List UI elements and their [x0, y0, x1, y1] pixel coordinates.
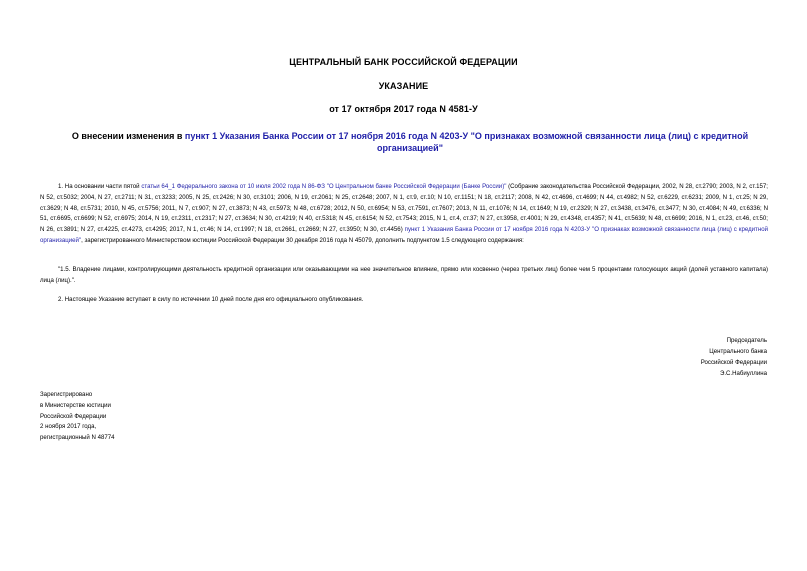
- registration-date: 2 ноября 2017 года,: [40, 423, 97, 431]
- signature-block: [701, 335, 767, 379]
- title-link[interactable]: пункт 1 Указания Банка России от 17 ноября 2016 года N 4203-У "О признаках возможной связанности лица (лиц) с кредитной организацией": [184, 131, 749, 153]
- federal-law-link[interactable]: статьи 64_1 Федерального закона от 10 июля 2002 года N 86-ФЗ "О Центральном банке Российской Федерации (Банке России)": [141, 183, 507, 190]
- registration-block: [40, 390, 115, 444]
- paragraph-1: [40, 182, 768, 247]
- registration-line-3: Российской Федерации: [40, 412, 107, 420]
- registration-line-2: в Министерстве юстиции: [40, 401, 111, 409]
- signatory-name: Э.С.Набиуллина: [719, 370, 767, 377]
- quoted-subparagraph: "1.5. Владение лицами, контролирующими деятельность кредитной организации или оказывающими на нее значительное влияние, прямо или косвенно (через третьих лиц) более чем 5 процентами голосующих акций (долей уставного капитала) лица (лиц).".: [40, 266, 768, 284]
- paragraph-2: 2. Настоящее Указание вступает в силу по истечении 10 дней после дня его официального опубликования.: [58, 296, 364, 303]
- paragraph-1-text-c: , зарегистрированного Министерством юстиции Российской Федерации 30 декабря 2016 года N 45079, дополнить подпунктом 1.5 следующего содержания:: [81, 236, 524, 244]
- title-prefix: О внесении изменения в: [71, 131, 185, 141]
- document-date-number: от 17 октября 2017 года N 4581-У: [329, 104, 478, 114]
- instruction-link[interactable]: пункт 1 Указания Банка России от 17 ноября 2016 года N 4203-У "О признаках возможной связанности лица (лиц) с кредитной организацией": [40, 226, 768, 244]
- signature-line-1: Председатель: [726, 337, 767, 344]
- issuer-heading: ЦЕНТРАЛЬНЫЙ БАНК РОССИЙСКОЙ ФЕДЕРАЦИИ: [289, 57, 518, 67]
- registration-line-1: Зарегистрировано: [40, 391, 93, 398]
- signature-line-3: Российской Федерации: [700, 359, 767, 366]
- document-type-heading: УКАЗАНИЕ: [378, 81, 429, 91]
- paragraph-1-text-b: (Собрание законодательства Российской Федерации, 2002, N 28, ст.2790; 2003, N 2, ст.157; N 52, ст.5032; 2004, N 27, ст.2711; N 31, ст.3233; 2005, N 25, ст.2426; N 30, ст.3101; 2006, N 19, ст.2061; N 25, ст.2648; 2007, N 1, ст.9, ст.10; N 10, ст.1151; N 18, ст.2117; 2008, N 42, ст.4696, ст.4699; N 44, ст.4982; N 52, ст.6229, ст.6231; 2009, N 1, ст.25; N 29, ст.3629; N 48, ст.5731; 2010, N 45, ст.5756; 2011, N 7, ст.907; N 27, ст.3873; N 43, ст.5973; N 48, ст.6728; 2012, N 50, ст.6954; N 53, ст.7591, ст.7607; 2013, N 11, ст.1076; N 14, ст.1649; N 19, ст.2329; N 27, ст.3438, ст.3476, ст.3477; N 30, ст.4084; N 49, ст.6336; N 51, ст.6695, ст.6699; N 52, ст.6975; 2014, N 19, ст.2311, ст.2317; N 27, ст.3634; N 30, ст.4219; N 40, ст.5318; N 45, ст.6154; N 52, ст.7543; 2015, N 1, ст.4, ст.37; N 27, ст.3958, ст.4001; N 29, ст.4348, ст.4357; N 41, ст.5639; N 48, ст.6699; 2016, N 1, ст.23, ст.46, ст.50; N 26, ст.3891; N 27, ст.4225, ст.4273, ст.4295; 2017, N 1, ст.46; N 14, ст.1997; N 18, ст.2661, ст.2669; N 27, ст.3950; N 30, ст.4456): [40, 183, 768, 234]
- document-title: [60, 130, 760, 154]
- registration-number: регистрационный N 48774: [40, 434, 115, 442]
- signature-line-2: Центрального банка: [709, 348, 767, 355]
- paragraph-1-text-a: 1. На основании части пятой: [58, 183, 142, 190]
